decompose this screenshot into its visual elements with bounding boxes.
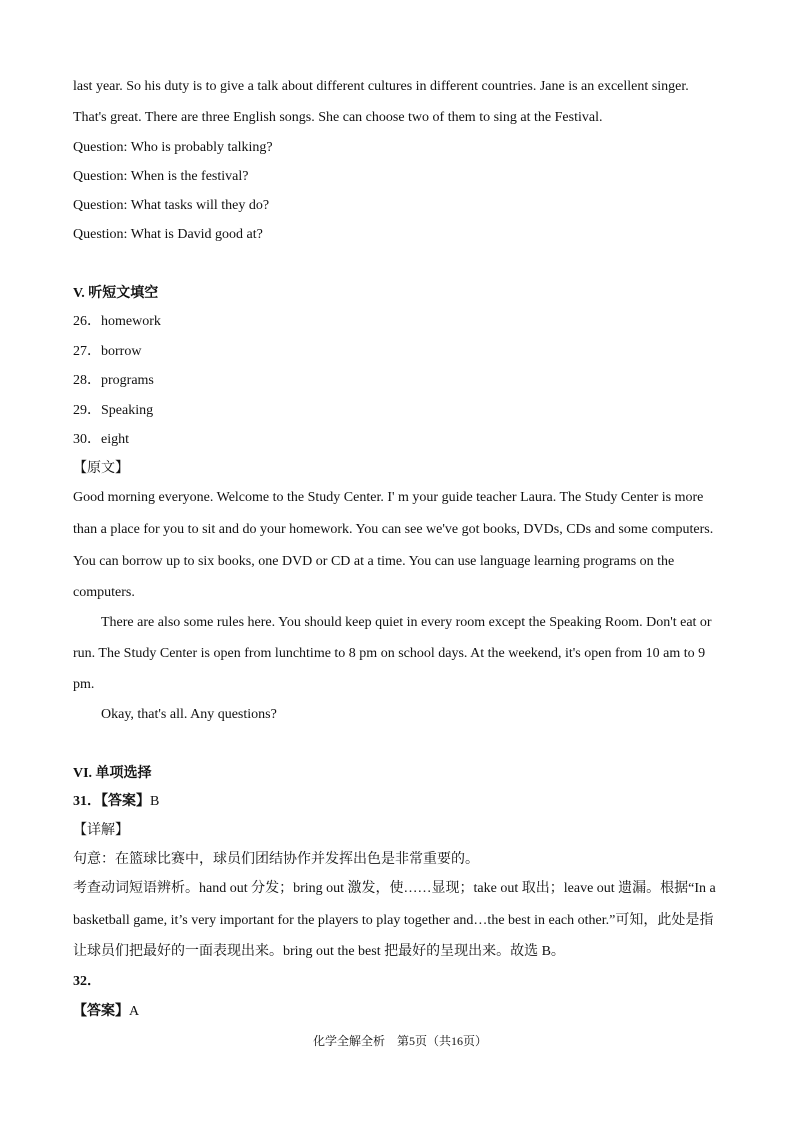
passage-line: Good morning everyone. Welcome to the Study Center. I' m your guide teacher Laura. The Study Center is more [73,490,704,505]
answer-value: B [150,794,160,809]
question-32-number: 32． [73,974,101,989]
original-text-label: 【原文】 [73,461,129,476]
answer-label: 【答案】 [101,794,150,809]
passage-line: There are also some rules here. You should keep quiet in every room except the Speaking Room. Don't eat or [101,615,712,630]
question-line: Question: Who is probably talking? [73,140,273,155]
detail-line: 让球员们把最好的一面表现出来。bring out the best 把最好的呈现出来。故选 B。 [73,944,565,959]
answer-label: 【答案】 [73,1004,129,1019]
detail-label: 【详解】 [73,823,129,838]
answer-item: 29．Speaking [73,403,154,418]
transcript-line: That's great. There are three English songs. She can choose two of them to sing at the Festival. [73,110,603,125]
passage-line: computers. [73,585,135,600]
question-line: Question: When is the festival? [73,169,249,184]
page-footer: 化学全解全析 第5页（共16页） [312,1034,487,1048]
answer-value: A [129,1004,140,1019]
passage-line: pm. [73,677,95,692]
detail-line: 句意：在篮球比赛中，球员们团结协作并发挥出色是非常重要的。 [73,852,479,867]
question-line: Question: What tasks will they do? [73,198,270,213]
question-number: 31． [73,794,101,809]
question-line: Question: What is David good at? [73,227,263,242]
question-32-answer [73,1003,139,1021]
answer-item: 26．homework [73,314,161,329]
answer-item: 27．borrow [73,344,142,359]
detail-line: 考查动词短语辨析。hand out 分发；bring out 激发，使……显现；take out 取出；leave out 遗漏。根据“In a [73,881,716,896]
detail-line: basketball game, it’s very important for the players to play together and…the best in each other.”可知，此处是指 [73,913,714,928]
section-title: V. 听短文填空 [73,286,159,301]
passage-line: than a place for you to sit and do your homework. You can see we've got books, DVDs, CDs and some computers. [73,522,714,537]
answer-item: 28．programs [73,373,154,388]
passage-line: Okay, that's all. Any questions? [101,707,277,722]
transcript-line: last year. So his duty is to give a talk about different cultures in different countries. Jane is an excellent singer. [73,79,689,94]
question-31-answer [73,793,159,811]
answer-item: 30．eight [73,432,129,447]
passage-line: You can borrow up to six books, one DVD or CD at a time. You can use language learning programs on the [73,554,675,569]
section-title: VI. 单项选择 [73,766,152,781]
passage-line: run. The Study Center is open from lunchtime to 8 pm on school days. At the weekend, it's open from 10 am to 9 [73,646,706,661]
